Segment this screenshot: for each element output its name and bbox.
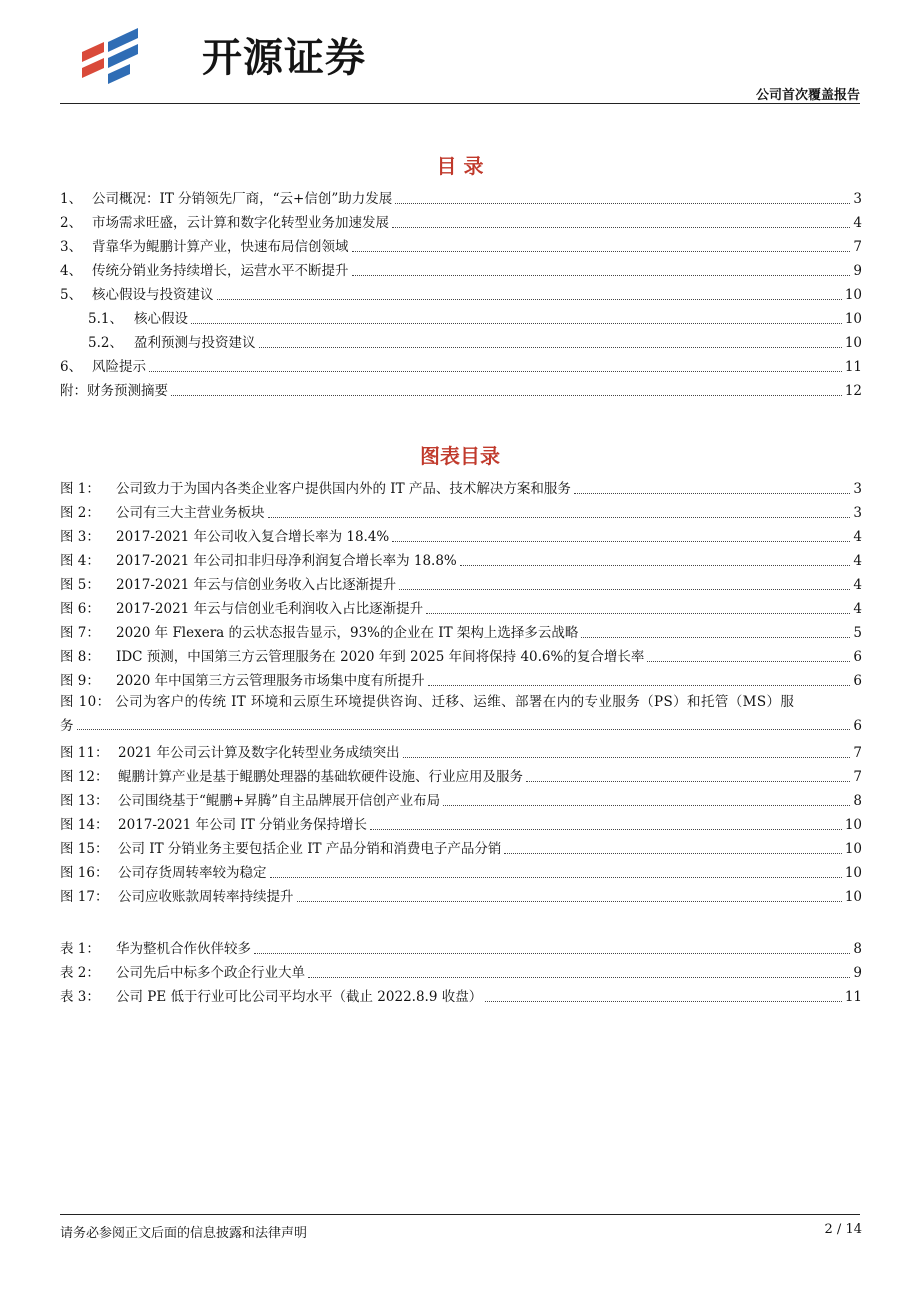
figure-item[interactable]: 图 13： 公司围绕基于“鲲鹏+昇腾”自主品牌展开信创产业布局 8 (60, 793, 862, 809)
toc-item[interactable]: 3、 背靠华为鲲鹏计算产业，快速布局信创领域 7 (60, 239, 862, 255)
page-number: 2 / 14 (824, 1222, 862, 1237)
footer-disclaimer: 请务必参阅正文后面的信息披露和法律声明 (60, 1226, 308, 1241)
figure-item-multiline[interactable]: 图 10： 公司为客户的传统 IT 环境和云原生环境提供咨询、迁移、运维、部署在内的专业服务（PS）和托管（MS）服 务 6 (60, 694, 862, 734)
figure-item[interactable]: 图 9： 2020 年中国第三方云管理服务市场集中度有所提升 6 (60, 673, 862, 689)
figure-item[interactable]: 图 12： 鲲鹏计算产业是基于鲲鹏处理器的基础软硬件设施、行业应用及服务 7 (60, 769, 862, 785)
page-header (60, 0, 860, 104)
figure-item[interactable]: 图 7： 2020 年 Flexera 的云状态报告显示，93%的企业在 IT 架构上选择多云战略 5 (60, 625, 862, 641)
toc-item[interactable]: 1、 公司概况：IT 分销领先厂商，“云+信创”助力发展 3 (60, 191, 862, 207)
header-divider (60, 103, 860, 104)
figures-title: 图表目录 (420, 444, 500, 468)
toc-title: 目 录 (436, 154, 484, 178)
figure-item[interactable]: 图 17： 公司应收账款周转率持续提升 10 (60, 889, 862, 905)
toc-list (60, 184, 862, 400)
figure-item[interactable]: 图 4： 2017-2021 年公司扣非归母净利润复合增长率为 18.8% 4 (60, 553, 862, 569)
toc-item[interactable]: 5、 核心假设与投资建议 10 (60, 287, 862, 303)
toc-item-appendix[interactable]: 附： 财务预测摘要 12 (60, 383, 862, 399)
figure-list (60, 474, 862, 906)
table-list (60, 934, 862, 1006)
table-item[interactable]: 表 1： 华为整机合作伙伴较多 8 (60, 941, 862, 957)
footer-divider (60, 1214, 860, 1215)
report-type: 公司首次覆盖报告 (755, 88, 860, 103)
table-item[interactable]: 表 3： 公司 PE 低于行业可比公司平均水平（截止 2022.8.9 收盘） 11 (60, 989, 862, 1005)
figure-item[interactable]: 图 5： 2017-2021 年云与信创业务收入占比逐渐提升 4 (60, 577, 862, 593)
figure-item[interactable]: 图 6： 2017-2021 年云与信创业毛利润收入占比逐渐提升 4 (60, 601, 862, 617)
toc-subitem[interactable]: 5.1、 核心假设 10 (88, 311, 862, 327)
figure-item[interactable]: 图 11： 2021 年公司云计算及数字化转型业务成绩突出 7 (60, 745, 862, 761)
kaiyuan-logo-icon (78, 28, 142, 84)
figure-item[interactable]: 图 3： 2017-2021 年公司收入复合增长率为 18.4% 4 (60, 529, 862, 545)
figure-item[interactable]: 图 2： 公司有三大主营业务板块 3 (60, 505, 862, 521)
figure-item[interactable]: 图 15： 公司 IT 分销业务主要包括企业 IT 产品分销和消费电子产品分销 10 (60, 841, 862, 857)
figure-item[interactable]: 图 1： 公司致力于为国内各类企业客户提供国内外的 IT 产品、技术解决方案和服务 3 (60, 481, 862, 497)
toc-subitem[interactable]: 5.2、 盈利预测与投资建议 10 (88, 335, 862, 351)
figure-item[interactable]: 图 16： 公司存货周转率较为稳定 10 (60, 865, 862, 881)
brand-name: 开源证券 (202, 35, 366, 81)
table-item[interactable]: 表 2： 公司先后中标多个政企行业大单 9 (60, 965, 862, 981)
toc-item[interactable]: 2、 市场需求旺盛，云计算和数字化转型业务加速发展 4 (60, 215, 862, 231)
figure-item[interactable]: 图 8： IDC 预测，中国第三方云管理服务在 2020 年到 2025 年间将保持 40.6%的复合增长率 6 (60, 649, 862, 665)
figure-item[interactable]: 图 14： 2017-2021 年公司 IT 分销业务保持增长 10 (60, 817, 862, 833)
toc-item[interactable]: 4、 传统分销业务持续增长，运营水平不断提升 9 (60, 263, 862, 279)
toc-item[interactable]: 6、 风险提示 11 (60, 359, 862, 375)
